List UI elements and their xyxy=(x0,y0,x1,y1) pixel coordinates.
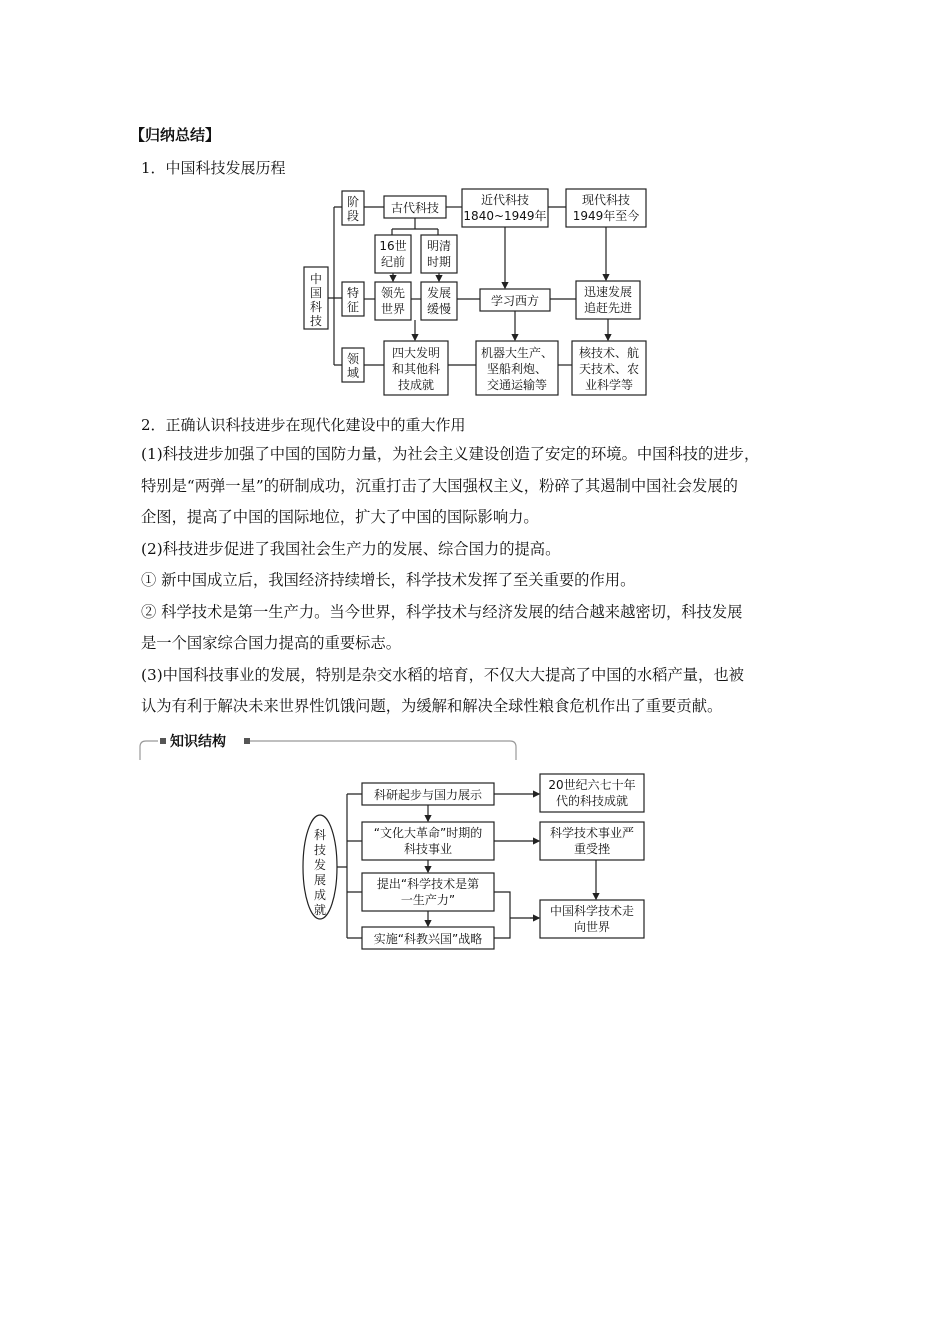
label-feature-char: 特 xyxy=(346,286,360,300)
bullet-square xyxy=(160,738,166,744)
knowledge-structure-title: 知识结构 xyxy=(170,734,226,750)
root-char: 技 xyxy=(309,314,323,328)
stage-modern-text: 近代科技 xyxy=(480,193,530,207)
knowledge-structure-diagram xyxy=(300,766,652,954)
result-2-line: 重受挫 xyxy=(573,842,611,856)
stage-modern-years: 1840~1949年 xyxy=(463,209,547,223)
split-lines xyxy=(392,218,438,235)
feature-2-line: 缓慢 xyxy=(426,302,452,316)
label-field-char: 域 xyxy=(346,366,360,380)
period-1-line: 16世 xyxy=(379,239,407,253)
paragraph-line: (3)中国科技事业的发展，特别是杂交水稻的培育，不仅大大提高了中国的水稻产量，也被 xyxy=(141,665,744,684)
paragraph-line: (1)科技进步加强了中国的国防力量，为社会主义建设创造了安定的环境。中国科技的进步， xyxy=(141,445,760,463)
bullet-square xyxy=(244,738,250,744)
header-frame xyxy=(140,741,158,760)
result-3-line: 向世界 xyxy=(573,920,611,934)
field-1-line: 和其他科 xyxy=(391,362,441,376)
paragraph-line: 是一个国家综合国力提高的重要标志。 xyxy=(141,634,402,652)
result-1-line: 20世纪六七十年 xyxy=(548,778,636,792)
result-2-line: 科学技术事业严 xyxy=(549,826,635,840)
root-char: 展 xyxy=(313,873,327,887)
field-3-line: 核技术、航 xyxy=(578,346,640,360)
result-1-line: 代的科技成就 xyxy=(555,794,629,808)
feature-4-line: 追赶先进 xyxy=(583,301,633,315)
step-4-text: 实施“科教兴国”战略 xyxy=(373,932,483,946)
root-char: 发 xyxy=(313,858,327,872)
field-2-line: 机器大生产、 xyxy=(480,346,554,360)
feature-4-line: 迅速发展 xyxy=(583,285,633,299)
merge-lines xyxy=(494,892,539,938)
field-2-line: 交通运输等 xyxy=(486,378,548,392)
feature-3-text: 学习西方 xyxy=(490,294,540,308)
period-1-line: 纪前 xyxy=(380,255,406,269)
header-frame xyxy=(250,741,516,760)
label-stage-char: 段 xyxy=(346,209,360,223)
paragraph-line: (2)科技进步促进了我国社会生产力的发展、综合国力的提高。 xyxy=(141,539,561,558)
root-char: 技 xyxy=(313,843,327,857)
root-char: 科 xyxy=(309,300,323,314)
tech-history-diagram xyxy=(300,185,660,397)
field-2-line: 坚船利炮、 xyxy=(486,362,548,376)
label-feature-char: 征 xyxy=(346,300,360,314)
section-2-title: 2．正确认识科技进步在现代化建设中的重大作用 xyxy=(141,416,466,434)
root-char: 就 xyxy=(313,903,327,917)
bracket-lines xyxy=(328,207,342,365)
period-2-line: 明清 xyxy=(426,239,452,253)
step-2-line: 科技事业 xyxy=(403,842,453,856)
stage-ancient-text: 古代科技 xyxy=(390,201,440,215)
label-stage-char: 阶 xyxy=(346,195,360,209)
stage-contemporary-years: 1949年至今 xyxy=(572,209,640,223)
field-1-line: 四大发明 xyxy=(391,346,441,360)
field-1-line: 技成就 xyxy=(397,378,435,392)
root-char: 中 xyxy=(309,272,323,286)
feature-2-line: 发展 xyxy=(426,286,452,300)
knowledge-structure-header xyxy=(138,730,524,762)
result-3-line: 中国科学技术走 xyxy=(549,904,635,918)
body-text xyxy=(141,439,831,723)
period-2-line: 时期 xyxy=(426,255,452,269)
summary-heading: 【归纳总结】 xyxy=(130,126,221,144)
root-char: 国 xyxy=(309,286,323,300)
field-3-line: 业科学等 xyxy=(584,378,634,392)
root-char: 成 xyxy=(313,888,327,902)
feature-1-line: 领先 xyxy=(380,286,406,300)
paragraph-line: 企图，提高了中国的国际地位，扩大了中国的国际影响力。 xyxy=(141,508,539,526)
paragraph-line: 认为有利于解决未来世界性饥饿问题，为缓解和解决全球性粮食危机作出了重要贡献。 xyxy=(141,697,723,715)
field-3-line: 天技术、农 xyxy=(578,362,640,376)
step-3-line: 提出“科学技术是第 xyxy=(376,877,480,891)
section-1-title: 1．中国科技发展历程 xyxy=(141,159,286,177)
label-field-char: 领 xyxy=(346,352,360,366)
bracket-lines xyxy=(337,794,362,938)
step-3-line: 一生产力” xyxy=(400,893,456,907)
step-2-line: “文化大革命”时期的 xyxy=(373,826,483,840)
step-1-text: 科研起步与国力展示 xyxy=(373,788,483,802)
stage-contemporary-text: 现代科技 xyxy=(581,193,631,207)
paragraph-line: ② 科学技术是第一生产力。当今世界，科学技术与经济发展的结合越来越密切，科技发展 xyxy=(141,602,743,621)
paragraph-line: ① 新中国成立后，我国经济持续增长，科学技术发挥了至关重要的作用。 xyxy=(141,571,636,589)
root-char: 科 xyxy=(313,828,327,842)
feature-1-line: 世界 xyxy=(380,302,406,316)
paragraph-line: 特别是“两弹一星”的研制成功，沉重打击了大国强权主义，粉碎了其遏制中国社会发展的 xyxy=(141,476,738,495)
